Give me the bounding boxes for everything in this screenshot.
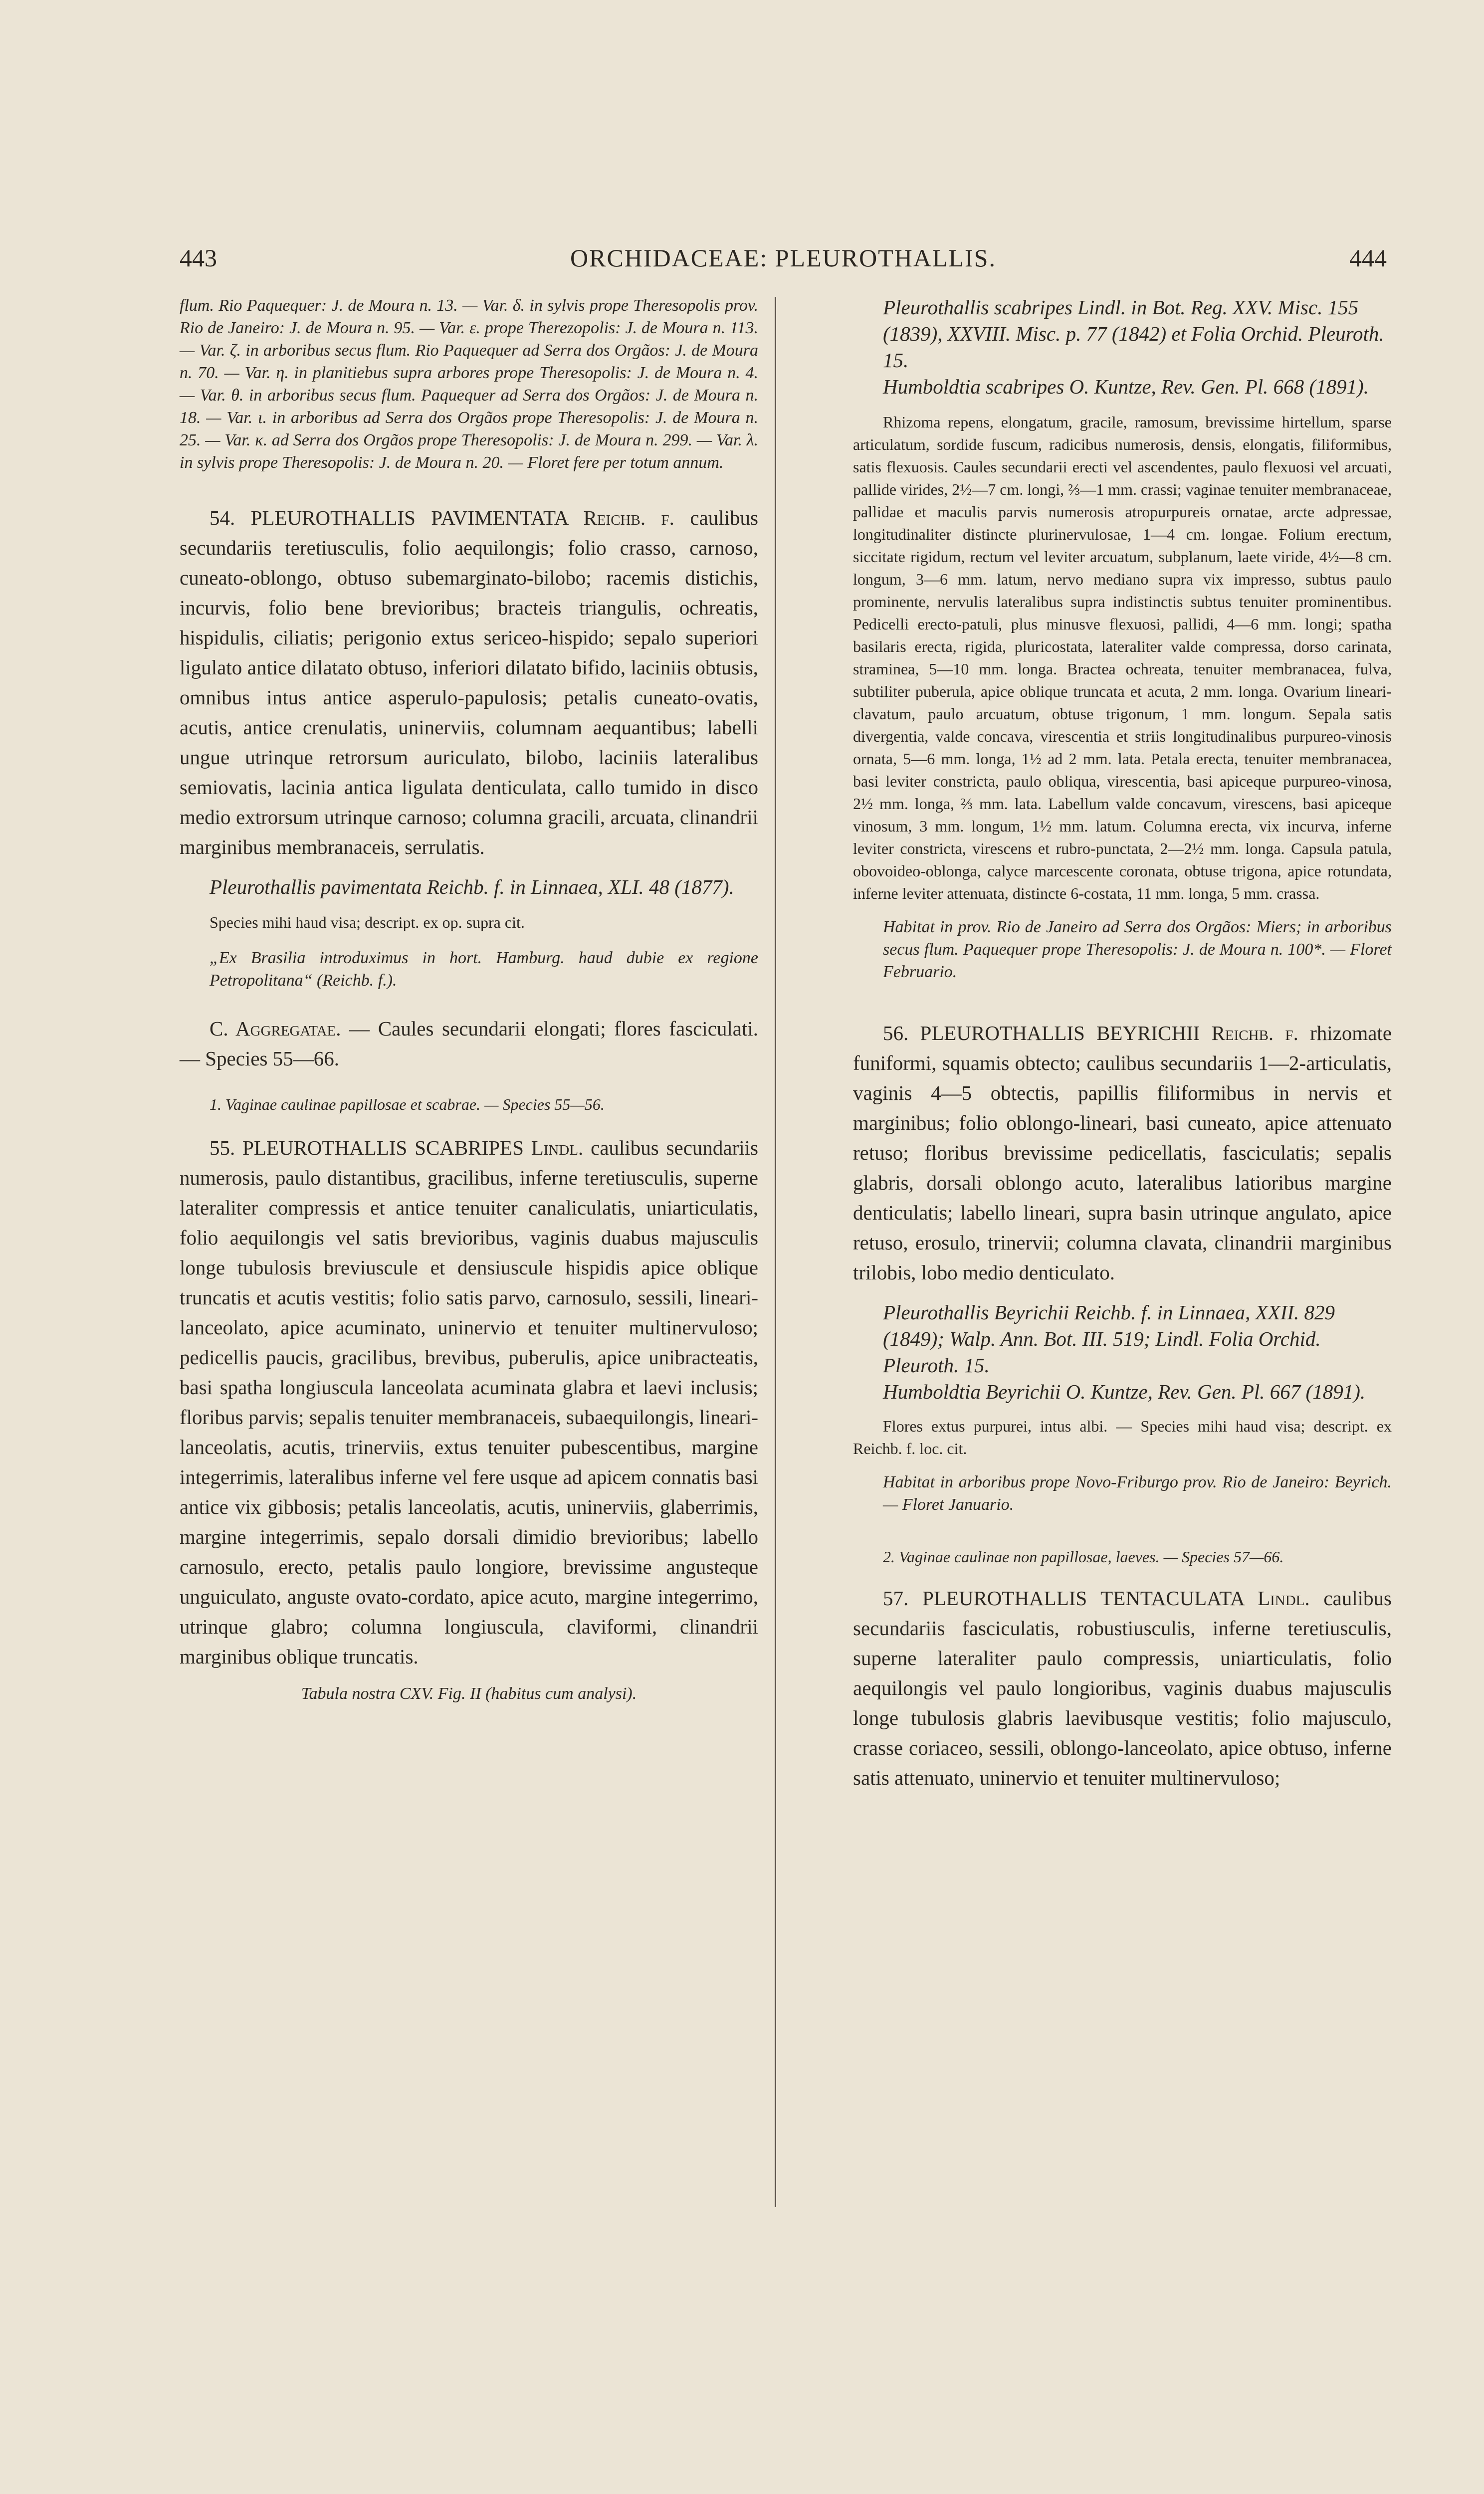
species-55-diagnosis: caulibus secundariis numerosis, paulo distantibus, gracilibus, inferne teretiusculis, superne lateraliter compressis et antice tenuiter canaliculatis, uniarticulatis, folio aequilongis vel satis brevioribus, vaginis duabus majusculis longe tubulosis breviuscule et densiuscule hispidis apice oblique truncatis et acutis vestitis; folio satis parvo, carnosulo, sessili, lineari-lanceolato, apice acuminato, uninervio et tenuiter multinervuloso; pedicellis paucis, gracilibus, brevibus, puberulis, apice unibracteatis, basi spatha longiuscula lanceolata acuminata glabra et laevi inclusis; floribus parvis; sepalis tenuiter membranaceis, subaequilongis, lineari-lanceolatis, acutis, trinerviis, extus tenuiter pubescentibus, margine integerrimis, lateralibus inferne vel fere usque ad apicem connatis basi antice vix gibbosis; petalis lanceolatis, acutis, uninerviis, glaberrimis, margine integerrimis, sepalo dorsali dimidio brevioribus; labello carnosulo, erecto, petalis paulo longiore, brevissime angusteque unguiculato, anguste ovato-cordato, apice acuto, margine integerrimo, utrinque glabro; columna longiuscula, claviformi, clinandrii marginibus oblique truncatis.: [180, 1136, 759, 1668]
group-c-text: — Caules secundarii elongati; flores fasciculati. — Species 55—66.: [180, 1017, 759, 1070]
species-56-heading: 56. PLEUROTHALLIS BEYRICHII: [883, 1022, 1200, 1044]
group-c-label: C. Aggregatae.: [210, 1017, 341, 1040]
species-56-diagnosis: rhizomate funiformi, squamis obtecto; caulibus secundariis 1—2-articulatis, vaginis 4—5 obtectis, papillis filiformibus in nervis et marginibus; folio oblongo-lineari, basi cuneato, apice attenuato retuso; floribus brevissime pedicellatis, fasciculatis; sepalis glabris, dorsali oblongo acuto, lateralibus latioribus margine denticulatis; labello lineari, supra basin utrinque angulato, apice retuso, erosulo, trinervii; columna clavata, clinandrii marginibus trilobis, lobo medio denticulato.: [853, 1022, 1392, 1284]
column-divider: [775, 297, 776, 2207]
species-54-quote: „Ex Brasilia introduximus in hort. Hamburg. haud dubie ex regione Petropolitana“ (Reichb. f.).: [210, 949, 758, 990]
species-56-note: Flores extus purpurei, intus albi. — Species mihi haud visa; descript. ex Reichb. f. loc. cit.: [853, 1417, 1392, 1457]
group-c1-heading: 1. Vaginae caulinae papillosae et scabrae. — Species 55—56.: [210, 1095, 605, 1113]
page-number-left: 443: [180, 244, 217, 272]
species-54-description: [180, 503, 758, 862]
page-header: [180, 243, 1387, 283]
species-55-heading: 55. PLEUROTHALLIS SCABRIPES: [210, 1136, 524, 1159]
species-56-author: Reichb. f.: [1211, 1022, 1298, 1044]
running-title: ORCHIDACEAE: PLEUROTHALLIS.: [570, 244, 996, 272]
species-56-synonym-2: Humboldtia Beyrichii O. Kuntze, Rev. Gen. Pl. 667 (1891).: [883, 1380, 1366, 1403]
species-55-habitat: Habitat in prov. Rio de Janeiro ad Serra dos Orgãos: Miers; in arboribus secus flum. Paquequer prope Theresopolis: J. de Moura n. 100*. — Floret Februario.: [883, 918, 1392, 981]
species-55-synonym-1: Pleurothallis scabripes Lindl. in Bot. Reg. XXV. Misc. 155 (1839), XXVIII. Misc. p. 77 (1842) et Folia Orchid. Pleuroth. 15.: [883, 296, 1384, 372]
species-54-heading: 54. PLEUROTHALLIS PAVIMENTATA: [210, 506, 568, 529]
species-54-synonym: Pleurothallis pavimentata Reichb. f. in Linnaea, XLI. 48 (1877).: [210, 875, 734, 898]
group-c-paragraph: [180, 1014, 758, 1073]
species-55-detailed-description: Rhizoma repens, elongatum, gracile, ramosum, brevissime hirtellum, sparse articulatum, sordide fuscum, radicibus numerosis, densis, elongatis, filiformibus, satis flexuosis. Caules secundarii erecti vel ascendentes, paulo flexuosi vel arcuati, pallide virides, 2½—7 cm. longi, ⅔—1 mm. crassi; vaginae tenuiter membranaceae, pallidae et maculis parvis numerosis atropurpureis ornatae, arcte adpressae, longitudinaliter distincte plurinervulosae, 1—4 cm. longae. Folium erectum, siccitate rigidum, rectum vel leviter arcuatum, subplanum, laete viride, 4½—8 cm. longum, 3—6 mm. latum, nervo mediano supra vix impresso, subtus paulo prominente, nervulis lateralibus supra indistinctis subtus tenuiter prominentibus. Pedicelli erecto-patuli, plus minusve flexuosi, pallidi, 4—6 mm. longi; spatha basilaris erecta, rigida, pluricostata, lateraliter valde compressa, dorso carinata, straminea, 5—10 mm. longa. Bractea ochreata, tenuiter membranacea, fulva, subtiliter puberula, apice oblique truncata et acuta, 2 mm. longa. Ovarium lineari-clavatum, paulo arcuatum, obtuse trigonum, 1 mm. longum. Sepala satis divergentia, valde concava, virescentia et striis longitudinalibus purpureo-vinosis ornata, 5—6 mm. longa, 1½ ad 2 mm. lata. Petala erecta, tenuiter membranacea, basi leviter constricta, paulo obliqua, virescentia, basi apiceque purpureo-vinosa, 2½ mm. longa, ⅔ mm. lata. Labellum valde concavum, virescens, basi apiceque vinosum, 3 mm. longum, 1½ mm. latum. Columna erecta, vix incurva, inferne leviter constricta, virescens et rubro-punctata, 2—2½ mm. longa. Capsula patula, obovoideo-oblonga, calyce marcescente coronata, obtuse trigona, apice rotundata, inferne leviter attenuata, distincte 6-costata, 11 mm. longa, 5 mm. crassa.: [853, 413, 1392, 902]
species-55-author: Lindl.: [531, 1136, 584, 1159]
species-54-author: Reichb. f.: [583, 506, 674, 529]
species-56-habitat: Habitat in arboribus prope Novo-Friburgo prov. Rio de Janeiro: Beyrich. — Floret Januario.: [883, 1473, 1392, 1514]
species-56-synonym-1: Pleurothallis Beyrichii Reichb. f. in Linnaea, XXII. 829 (1849); Walp. Ann. Bot. III. 519; Lindl. Folia Orchid. Pleuroth. 15.: [883, 1301, 1335, 1377]
localities-continued: flum. Rio Paquequer: J. de Moura n. 13. — Var. δ. in sylvis prope Theresopolis prov. Rio de Janeiro: J. de Moura n. 95. — Var. ε. prope Therezopolis: J. de Moura n. 113. — Var. ζ. in arboribus secus flum. Rio Paquequer ad Serra dos Orgãos: J. de Moura n. 70. — Var. η. in planitiebus supra arbores prope Theresopolis: J. de Moura n. 4. — Var. θ. in arboribus secus flum. Paquequer ad Serra dos Orgãos: J. de Moura n. 18. — Var. ι. in arboribus ad Serra dos Orgãos prope Theresopolis: J. de Moura n. 25. — Var. κ. ad Serra dos Orgãos prope Theresopolis: J. de Moura n. 299. — Var. λ. in sylvis prope Theresopolis: J. de Moura n. 20. — Floret fere per totum annum.: [180, 296, 758, 472]
right-column: [853, 294, 1392, 1793]
species-55-synonym-2: Humboldtia scabripes O. Kuntze, Rev. Gen. Pl. 668 (1891).: [883, 375, 1369, 398]
species-57-heading: 57. PLEUROTHALLIS TENTACULATA: [883, 1587, 1244, 1610]
species-56-description: [853, 1018, 1392, 1287]
species-55-plate-reference: Tabula nostra CXV. Fig. II (habitus cum analysi).: [301, 1684, 637, 1703]
group-c2-heading: 2. Vaginae caulinae non papillosae, laeves. — Species 57—66.: [883, 1548, 1284, 1566]
species-55-description: [180, 1133, 758, 1671]
species-57-diagnosis: caulibus secundariis fasciculatis, robustiusculis, inferne teretiusculis, superne lateraliter paulo compressis, uniarticulatis, folio aequilongis vel paulo longioribus, vaginis duabus majusculis longe tubulosis glabris laevibusque vestitis; folio majusculo, crasse coriaceo, sessili, oblongo-lanceolato, apice obtuso, inferne satis attenuato, uninervio et tenuiter multinervuloso;: [853, 1587, 1392, 1789]
species-54-note: Species mihi haud visa; descript. ex op. supra cit.: [210, 913, 525, 931]
species-54-diagnosis: caulibus secundariis teretiusculis, folio aequilongis; folio crasso, carnoso, cuneato-oblongo, obtuso subemarginato-bilobo; racemis distichis, incurvis, folio bene brevioribus; bracteis triangulis, ochreatis, hispidulis, ciliatis; perigonio extus sericeo-hispido; sepalo superiori ligulato antice dilatato obtuso, inferiori dilatato bifido, laciniis obtusis, omnibus intus antice asperulo-papulosis; petalis cuneato-ovatis, acutis, antice crenulatis, uninerviis, columnam aequantibus; labelli ungue utrinque retrorsum auriculato, bilobo, laciniis lateralibus semiovatis, lacinia antica ligulata denticulata, callo tumido in disco medio extrorsum utrinque carnoso; columna gracili, arcuata, clinandrii marginibus membranaceis, serrulatis.: [180, 506, 758, 858]
species-57-description: [853, 1583, 1392, 1793]
left-column: [180, 294, 758, 1705]
page-number-right: 444: [1349, 244, 1387, 272]
species-57-author: Lindl.: [1258, 1587, 1310, 1610]
